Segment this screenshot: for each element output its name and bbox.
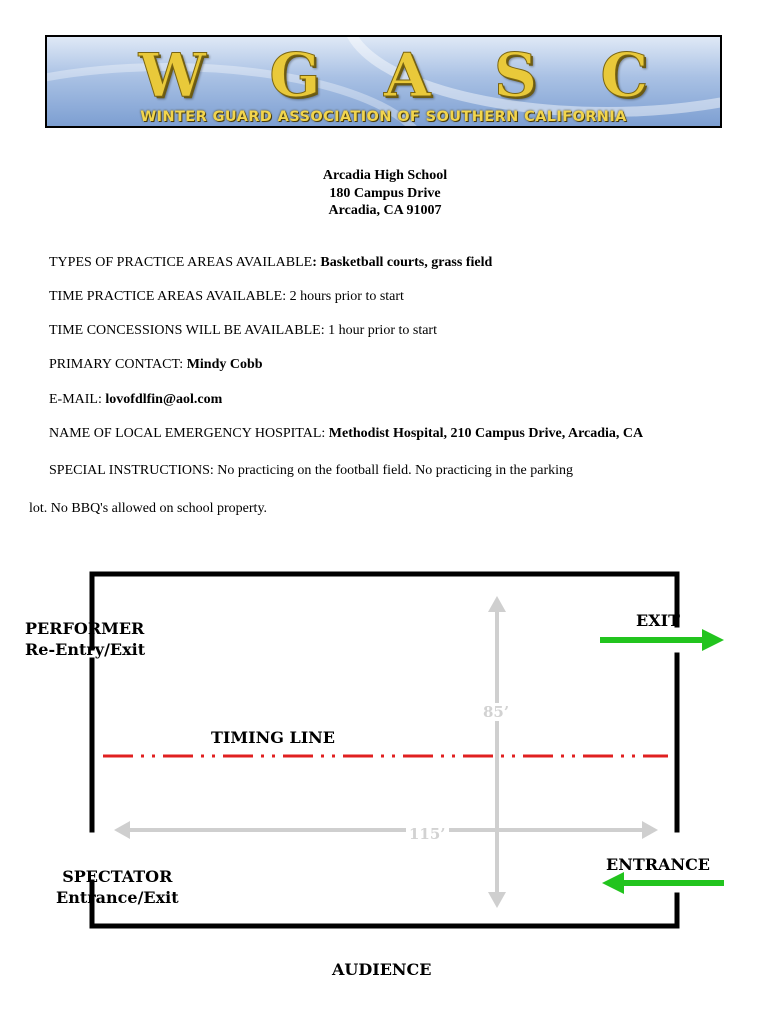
- venue-street: 180 Campus Drive: [329, 185, 441, 201]
- practice-time-row: [49, 288, 404, 305]
- exit-arrow-icon: [600, 629, 724, 651]
- contact-value: Mindy Cobb: [186, 357, 263, 372]
- logo-letter: G: [269, 41, 321, 111]
- logo-letters: [47, 43, 720, 109]
- special-instructions-label: SPECIAL INSTRUCTIONS:: [49, 463, 218, 478]
- concessions-label: TIME CONCESSIONS WILL BE AVAILABLE:: [49, 323, 329, 338]
- contact-label: PRIMARY CONTACT:: [49, 357, 187, 372]
- performer-label: [25, 618, 145, 660]
- logo-letter: C: [600, 41, 649, 111]
- wgasc-logo-banner: [45, 35, 722, 128]
- logo-letter: W: [138, 41, 207, 111]
- contact-row: [49, 356, 263, 373]
- special-instructions-continued: lot. No BBQ's allowed on school property.: [29, 501, 268, 516]
- width-dimension-label: 115’: [406, 825, 449, 843]
- height-dimension-label: 85’: [480, 703, 512, 721]
- concessions-row: [49, 322, 437, 339]
- logo-letter: A: [383, 41, 431, 111]
- practice-time-value: 2 hours prior to start: [289, 289, 404, 304]
- width-dimension-line: [114, 821, 658, 839]
- timing-line-label: TIMING LINE: [211, 728, 335, 747]
- logo-subtitle: WINTER GUARD ASSOCIATION OF SOUTHERN CALIFORNIA: [140, 109, 627, 125]
- performer-label-line1: PERFORMER: [25, 619, 145, 638]
- concessions-value: 1 hour prior to start: [328, 323, 437, 338]
- practice-time-label: TIME PRACTICE AREAS AVAILABLE:: [49, 289, 290, 304]
- entrance-arrow-icon: [602, 872, 724, 894]
- hospital-value: Methodist Hospital, 210 Campus Drive, Arcadia, CA: [328, 426, 644, 441]
- logo-letter: S: [493, 41, 538, 111]
- hospital-label: NAME OF LOCAL EMERGENCY HOSPITAL:: [49, 426, 329, 441]
- floor-boundary: [92, 574, 677, 926]
- performer-label-line2: Re-Entry/Exit: [25, 640, 146, 659]
- spectator-label-line1: SPECTATOR: [62, 867, 173, 886]
- spectator-label-line2: Entrance/Exit: [56, 888, 179, 907]
- special-instructions-row: [49, 462, 573, 479]
- venue-city: Arcadia, CA 91007: [328, 203, 442, 218]
- email-label: E-MAIL:: [49, 392, 106, 407]
- height-dimension-line: [488, 596, 506, 908]
- email-row: [49, 391, 222, 408]
- practice-areas-label: TYPES OF PRACTICE AREAS AVAILABLE: [49, 255, 313, 270]
- spectator-label: [56, 866, 179, 908]
- exit-label: EXIT: [636, 611, 680, 630]
- special-instructions-value: No practicing on the football field. No practicing in the parking: [217, 463, 574, 478]
- practice-areas-value: : Basketball courts, grass field: [312, 255, 493, 270]
- venue-name: Arcadia High School: [322, 168, 448, 183]
- hospital-row: [49, 425, 643, 442]
- email-value: lovofdlfin@aol.com: [105, 392, 223, 407]
- venue-address: [0, 167, 770, 220]
- entrance-label: ENTRANCE: [606, 855, 710, 874]
- audience-label: AUDIENCE: [332, 960, 432, 979]
- practice-areas-row: [49, 254, 492, 271]
